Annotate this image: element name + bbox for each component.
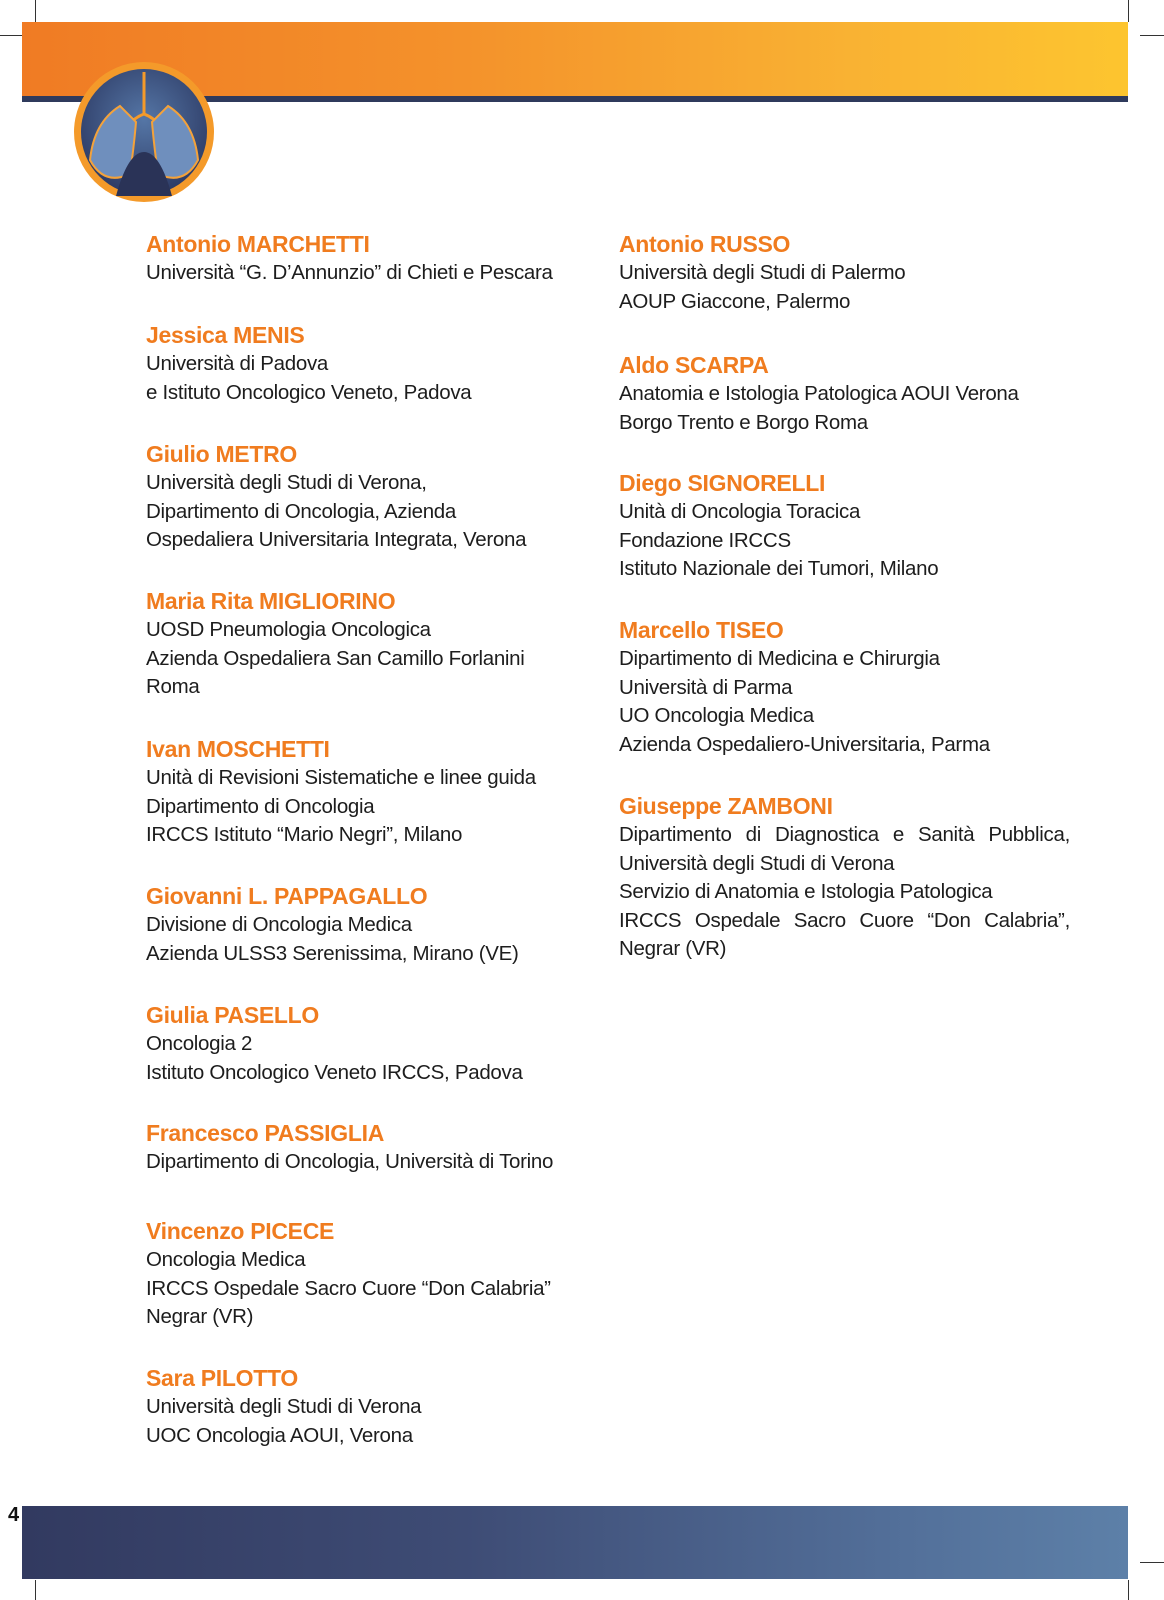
affiliation-line: UOC Oncologia AOUI, Verona [146,1423,413,1447]
member-name: Giulio METRO [146,441,297,467]
affiliation-line: Azienda Ospedaliero-Universitaria, Parma [619,732,990,756]
affiliation-line: Dipartimento di Oncologia, Azienda [146,499,457,523]
member-name: Giulia PASELLO [146,1002,320,1028]
affiliation-line: Università degli Studi di Verona [146,1395,422,1418]
affiliation-line: Borgo Trento e Borgo Roma [619,410,868,434]
member-entry [619,616,1079,759]
footer-banner [22,1506,1128,1579]
member-name: Ivan MOSCHETTI [146,736,330,762]
affiliation-line: Oncologia 2 [146,1032,253,1055]
affiliation-line: Università degli Studi di Palermo [619,261,906,284]
member-name: Giovanni L. PAPPAGALLO [146,883,428,909]
affiliation-line: Azienda ULSS3 Serenissima, Mirano (VE) [146,941,519,965]
member-name: Giuseppe ZAMBONI [619,793,833,819]
member-entry [146,735,606,850]
member-name: Diego SIGNORELLI [619,470,826,496]
member-name: Antonio RUSSO [619,231,791,257]
affiliation-line: Università di Padova [146,352,329,375]
affiliation-line: IRCCS Ospedale Sacro Cuore “Don Calabria” [146,1276,551,1300]
affiliation-line: Negrar (VR) [146,1305,254,1328]
affiliation-line: Unità di Revisioni Sistematiche e linee guida [146,766,536,789]
member-entry [146,1364,606,1450]
affiliation-line: Università di Parma [619,675,793,699]
lungs-icon [70,56,220,206]
member-name: Antonio MARCHETTI [146,231,370,257]
crop-mark [1128,1580,1129,1600]
affiliation-line: Azienda Ospedaliera San Camillo Forlanini [146,646,525,670]
member-name: Marcello TISEO [619,617,784,643]
affiliation-line: Università degli Studi di Verona [619,851,895,875]
crop-mark [1128,0,1129,22]
page-number: 4 [8,1504,20,1526]
member-entry [146,1119,606,1177]
member-name: Maria Rita MIGLIORINO [146,588,396,614]
member-entry [146,1001,606,1087]
crop-mark [1140,35,1164,36]
affiliation-line: Servizio di Anatomia e Istologia Patologica [619,880,993,903]
member-entry [619,230,1079,316]
crop-mark [35,0,36,22]
affiliation-line: UO Oncologia Medica [619,704,814,727]
member-entry [619,469,1079,584]
member-entry [146,230,606,288]
member-name: Sara PILOTTO [146,1365,298,1391]
member-name: Francesco PASSIGLIA [146,1120,385,1146]
member-name: Jessica MENIS [146,322,305,348]
affiliation-line: Oncologia Medica [146,1248,306,1271]
member-entry [146,587,606,702]
member-entry [619,792,1079,964]
crop-mark [0,35,22,36]
affiliation-line: Istituto Nazionale dei Tumori, Milano [619,557,939,580]
affiliation-line: Università degli Studi di Verona, [146,471,427,494]
member-name: Vincenzo PICECE [146,1218,335,1244]
member-name: Aldo SCARPA [619,352,769,378]
crop-mark [1140,1562,1164,1563]
affiliation-line: Roma [146,675,200,698]
member-entry [146,321,606,407]
affiliation-line: Dipartimento di Oncologia, Università di Torino [146,1150,554,1173]
affiliation-line: Dipartimento di Medicina e Chirurgia [619,647,940,670]
affiliation-line: Unità di Oncologia Toracica [619,500,861,523]
affiliation-line: Istituto Oncologico Veneto IRCCS, Padova [146,1060,523,1084]
affiliation-line: Università “G. D’Annunzio” di Chieti e Pescara [146,261,553,284]
affiliation-line: e Istituto Oncologico Veneto, Padova [146,380,472,404]
affiliation-line: Dipartimento di Diagnostica e Sanità Pubblica, [619,823,1070,846]
affiliation-line: AOUP Giaccone, Palermo [619,289,851,313]
member-entry [619,351,1079,437]
affiliation-line: Anatomia e Istologia Patologica AOUI Verona [619,382,1019,405]
member-entry [146,1217,606,1332]
affiliation-line: Fondazione IRCCS [619,528,791,552]
member-entry [146,882,606,968]
member-entry [146,440,606,555]
affiliation-line: Negrar (VR) [619,937,727,960]
affiliation-line: IRCCS Istituto “Mario Negri”, Milano [146,823,463,846]
crop-mark [35,1580,36,1600]
affiliation-line: IRCCS Ospedale Sacro Cuore “Don Calabria”, [619,908,1070,932]
affiliation-line: Divisione di Oncologia Medica [146,913,412,936]
affiliation-line: Ospedaliera Universitaria Integrata, Verona [146,528,527,551]
affiliation-line: UOSD Pneumologia Oncologica [146,618,431,641]
affiliation-line: Dipartimento di Oncologia [146,794,375,818]
